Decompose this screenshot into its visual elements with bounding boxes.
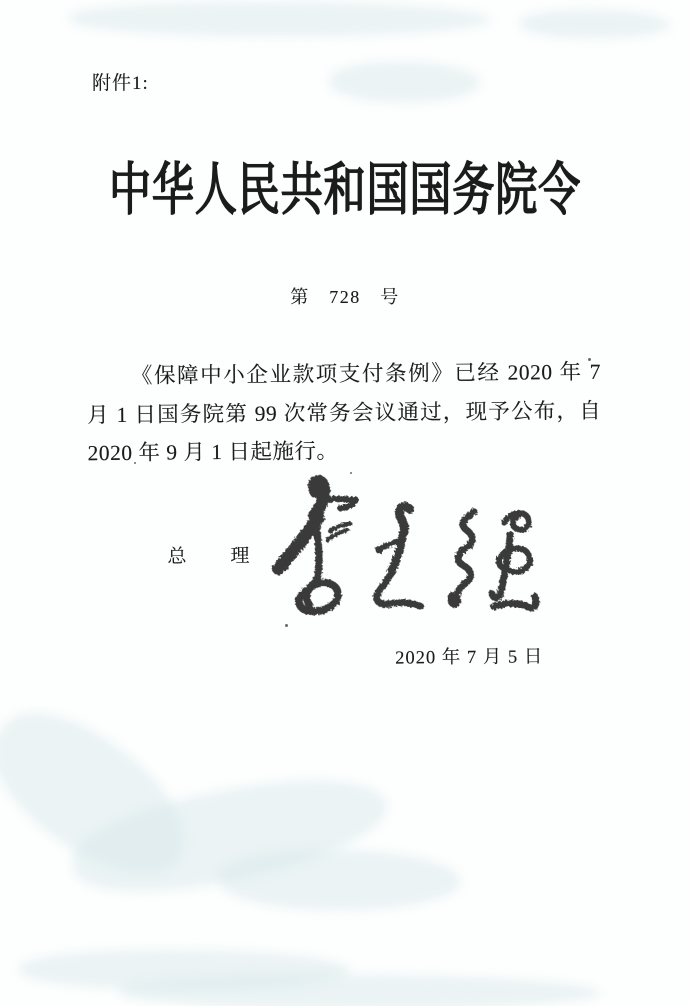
premier-label: 总 理 <box>167 545 252 568</box>
decree-title: 中华人民共和国国务院令 <box>108 159 582 222</box>
decree-body-text: 《保障中小企业款项支付条例》已经 2020 年 7 月 1 日国务院第 99 次常务会议通过，现予公布，自 2020 年 9 月 1 日起施行。 <box>87 359 602 466</box>
attachment-label: 附件1: <box>92 73 149 94</box>
order-number: 第 728 号 <box>290 287 400 307</box>
premier-signature <box>260 466 561 639</box>
date-line: 2020 年 7 月 5 日 <box>395 647 544 669</box>
